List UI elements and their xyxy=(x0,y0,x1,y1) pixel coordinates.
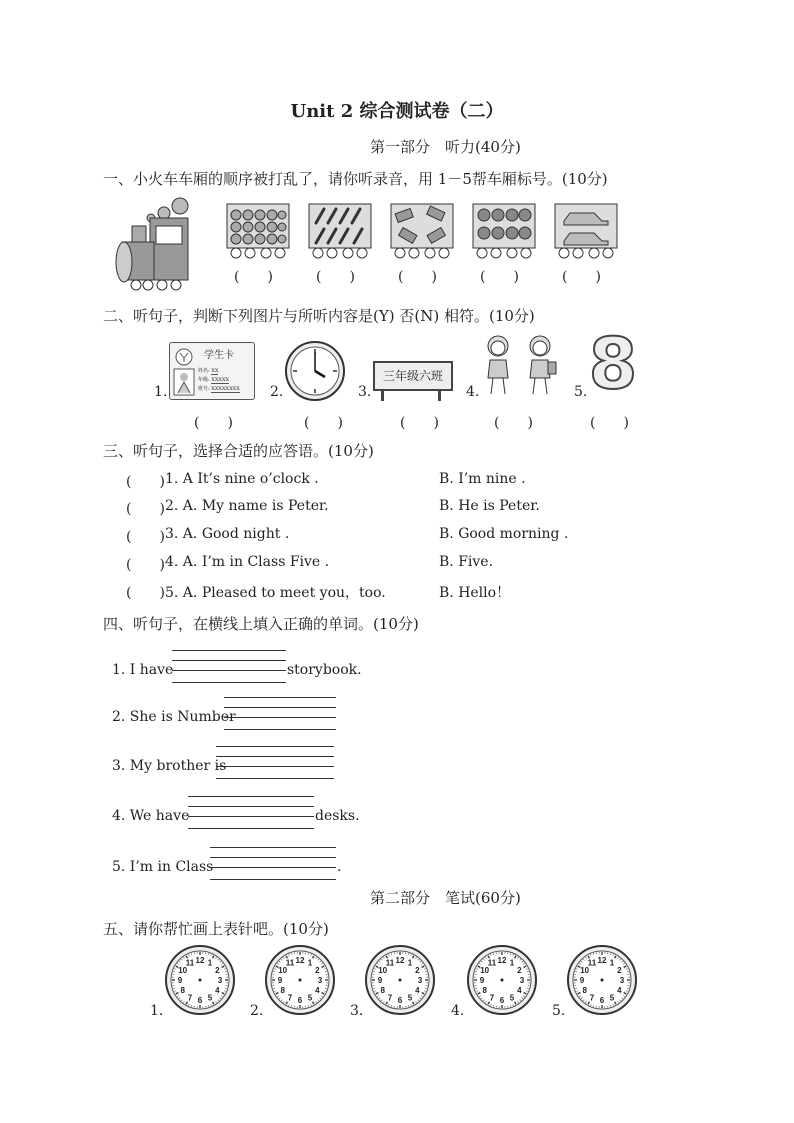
clock-number: 2 xyxy=(415,966,420,975)
fill-sentence-post: storybook. xyxy=(287,662,362,678)
student-card xyxy=(169,342,255,400)
answer-paren[interactable]: ( ) xyxy=(126,501,165,517)
fill-sentence-post: . xyxy=(337,859,342,875)
student-photo-icon xyxy=(174,369,194,395)
blank-clock-face[interactable] xyxy=(566,944,638,1016)
clock-number: 4 xyxy=(415,986,420,995)
writing-lines[interactable] xyxy=(188,787,314,829)
item-number: 1. xyxy=(154,384,168,400)
clock-number: 12 xyxy=(195,956,205,965)
clock-number: 2 xyxy=(617,966,622,975)
card-row-name: 姓名: XX xyxy=(198,368,219,374)
wagon-balls-icon xyxy=(226,203,290,259)
clock-number: 9 xyxy=(479,976,485,985)
option-a: 3. A. Good night . xyxy=(165,526,290,542)
fill-sentence-pre: 2. She is Number xyxy=(112,709,236,725)
answer-paren[interactable]: ( ) xyxy=(480,269,519,285)
item-number: 2. xyxy=(250,1003,264,1019)
blank-clock-face[interactable] xyxy=(466,944,538,1016)
clock-number: 9 xyxy=(377,976,383,985)
clock-number: 11 xyxy=(185,958,195,968)
clock-number: 1 xyxy=(207,958,213,968)
answer-paren[interactable]: ( ) xyxy=(126,474,165,490)
answer-paren[interactable]: ( ) xyxy=(590,415,629,431)
clock-number: 11 xyxy=(385,958,395,968)
fill-sentence-pre: 1. I have xyxy=(112,662,174,678)
option-b: B. Good morning . xyxy=(439,526,569,542)
item-number: 3. xyxy=(358,384,372,400)
clock-number: 5 xyxy=(207,993,213,1003)
clock-number: 6 xyxy=(297,996,303,1005)
clock-number: 12 xyxy=(497,956,507,965)
item-number: 4. xyxy=(451,1003,465,1019)
option-b: B. He is Peter. xyxy=(439,498,540,514)
page-title: Unit 2 综合测试卷（二） xyxy=(290,101,504,122)
clock-number: 10 xyxy=(580,966,590,975)
section-4-heading: 四、听句子，在横线上填入正确的单词。(10分) xyxy=(103,615,419,633)
clock-number: 7 xyxy=(187,993,193,1003)
clock-number: 4 xyxy=(517,986,522,995)
train-engine-icon xyxy=(112,196,192,292)
clock-four-oclock-icon xyxy=(284,340,346,402)
item-number: 3. xyxy=(350,1003,364,1019)
clock-number: 12 xyxy=(295,956,305,965)
clock-number: 7 xyxy=(287,993,293,1003)
clock-number: 1 xyxy=(407,958,413,968)
two-girls-icon xyxy=(480,332,562,400)
clock-center xyxy=(299,979,302,982)
clock-number: 8 xyxy=(180,986,185,995)
clock-number: 5 xyxy=(407,993,413,1003)
option-b: B. Five. xyxy=(439,554,494,570)
clock-number: 4 xyxy=(315,986,320,995)
answer-paren[interactable]: ( ) xyxy=(316,269,355,285)
writing-lines[interactable] xyxy=(210,838,336,880)
clock-number: 1 xyxy=(609,958,615,968)
clock-number: 3 xyxy=(317,976,323,985)
blank-clock-face[interactable] xyxy=(264,944,336,1016)
clock-number: 6 xyxy=(197,996,203,1005)
clock-number: 1 xyxy=(509,958,515,968)
fill-sentence-pre: 5. I’m in Class xyxy=(112,859,214,875)
clock-number: 2 xyxy=(215,966,220,975)
option-a: 2. A. My name is Peter. xyxy=(165,498,329,514)
answer-paren[interactable]: ( ) xyxy=(398,269,437,285)
card-title: 学生卡 xyxy=(204,350,234,361)
clock-number: 10 xyxy=(480,966,490,975)
option-b: B. I’m nine . xyxy=(439,471,526,487)
clock-number: 9 xyxy=(277,976,283,985)
writing-lines[interactable] xyxy=(216,737,334,779)
blank-clock-face[interactable] xyxy=(164,944,236,1016)
item-number: 1. xyxy=(150,1003,164,1019)
section-1-heading: 一、小火车车厢的顺序被打乱了，请你听录音，用 1－5帮车厢标号。(10分) xyxy=(103,170,608,188)
item-number: 2. xyxy=(270,384,284,400)
answer-paren[interactable]: ( ) xyxy=(304,415,343,431)
clock-number: 1 xyxy=(307,958,313,968)
option-a: 1. A It’s nine o’clock . xyxy=(165,471,319,487)
clock-number: 9 xyxy=(177,976,183,985)
clock-number: 10 xyxy=(178,966,188,975)
clock-number: 8 xyxy=(380,986,385,995)
clock-number: 5 xyxy=(307,993,313,1003)
sign-post xyxy=(438,389,441,401)
clock-number: 12 xyxy=(597,956,607,965)
section-5-heading: 五、请你帮忙画上表针吧。(10分) xyxy=(103,920,329,938)
item-number: 5. xyxy=(574,384,588,400)
sign-post xyxy=(381,389,384,401)
section-3-heading: 三、听句子，选择合适的应答语。(10分) xyxy=(103,442,374,460)
clock-number: 2 xyxy=(517,966,522,975)
item-number: 4. xyxy=(466,384,480,400)
clock-number: 4 xyxy=(215,986,220,995)
answer-paren[interactable]: ( ) xyxy=(126,585,165,601)
clock-number: 11 xyxy=(587,958,597,968)
option-a: 5. A. Pleased to meet you，too. xyxy=(165,585,386,601)
wagon-basketballs-icon xyxy=(472,203,536,259)
answer-paren[interactable]: ( ) xyxy=(194,415,233,431)
clock-number: 9 xyxy=(579,976,585,985)
clock-number: 8 xyxy=(582,986,587,995)
wagon-erasers-icon xyxy=(390,203,454,259)
answer-paren[interactable]: ( ) xyxy=(234,269,273,285)
clock-number: 2 xyxy=(315,966,320,975)
clock-number: 7 xyxy=(589,993,595,1003)
wagon-pencils-icon xyxy=(308,203,372,259)
answer-paren[interactable]: ( ) xyxy=(400,415,439,431)
blank-clock-face[interactable] xyxy=(364,944,436,1016)
clock-number: 5 xyxy=(509,993,515,1003)
clock-number: 10 xyxy=(278,966,288,975)
clock-number: 6 xyxy=(499,996,505,1005)
section-2-heading: 二、听句子，判断下列图片与所听内容是(Y) 否(N) 相符。(10分) xyxy=(103,307,535,325)
clock-number: 3 xyxy=(519,976,525,985)
clock-number: 11 xyxy=(285,958,295,968)
clock-number: 6 xyxy=(397,996,403,1005)
answer-paren[interactable]: ( ) xyxy=(562,269,601,285)
class-sign: 三年级六班 xyxy=(373,361,453,391)
clock-number: 4 xyxy=(617,986,622,995)
clock-number: 8 xyxy=(280,986,285,995)
option-a: 4. A. I’m in Class Five . xyxy=(165,554,330,570)
clock-number: 3 xyxy=(417,976,423,985)
answer-paren[interactable]: ( ) xyxy=(126,529,165,545)
clock-number: 5 xyxy=(609,993,615,1003)
clock-number: 6 xyxy=(599,996,605,1005)
school-logo-icon xyxy=(174,347,194,367)
writing-lines[interactable] xyxy=(172,641,286,683)
clock-number: 11 xyxy=(487,958,497,968)
answer-paren[interactable]: ( ) xyxy=(126,557,165,573)
clock-number: 7 xyxy=(387,993,393,1003)
wagon-cars-icon xyxy=(554,203,618,259)
answer-paren[interactable]: ( ) xyxy=(494,415,533,431)
option-b: B. Hello！ xyxy=(439,585,511,601)
clock-center xyxy=(601,979,604,982)
part-2-heading: 第二部分 笔试(60分) xyxy=(370,889,521,907)
clock-number: 7 xyxy=(489,993,495,1003)
big-number-eight: 8 xyxy=(588,323,638,405)
clock-number: 8 xyxy=(482,986,487,995)
clock-center xyxy=(399,979,402,982)
part-1-heading: 第一部分 听力(40分) xyxy=(370,138,521,156)
fill-sentence-pre: 4. We have xyxy=(112,808,190,824)
writing-lines[interactable] xyxy=(224,688,336,730)
fill-sentence-post: desks. xyxy=(315,808,360,824)
fill-sentence-pre: 3. My brother is xyxy=(112,758,227,774)
clock-number: 10 xyxy=(378,966,388,975)
card-row-class: 班号: XXXXXXXX xyxy=(198,386,240,392)
clock-center xyxy=(199,979,202,982)
clock-center xyxy=(501,979,504,982)
item-number: 5. xyxy=(552,1003,566,1019)
card-row-grade: 年级: XXXXX xyxy=(198,377,230,383)
clock-number: 3 xyxy=(217,976,223,985)
clock-number: 3 xyxy=(619,976,625,985)
clock-number: 12 xyxy=(395,956,405,965)
